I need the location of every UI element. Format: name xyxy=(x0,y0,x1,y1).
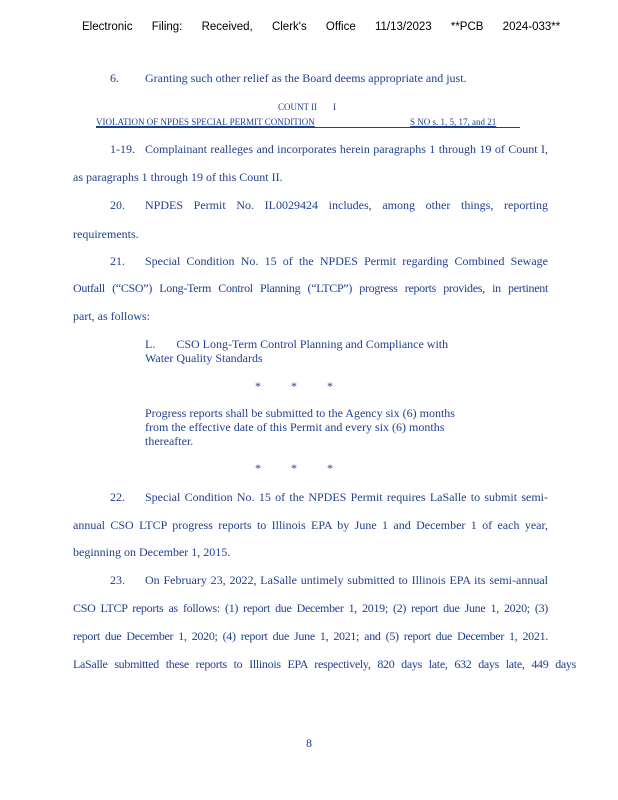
paragraph-20-line: requirements. xyxy=(73,227,139,241)
paragraph-1-19-line: Complainant realleges and incorporates herein paragraphs 1 through 19 of Count I, xyxy=(145,142,548,156)
ellipsis-asterisk: * xyxy=(291,461,297,475)
paragraph-23-line: On February 23, 2022, LaSalle untimely submitted to Illinois EPA its semi-annual xyxy=(145,573,548,587)
stamp-word: Received, xyxy=(201,21,253,33)
stamp-word: 2024-033** xyxy=(502,21,561,33)
count-subtitle-underline xyxy=(96,127,520,128)
paragraph-20-number: 20. xyxy=(110,198,125,212)
page-number: 8 xyxy=(306,736,312,750)
paragraph-21-line: Special Condition No. 15 of the NPDES Permit regarding Combined Sewage xyxy=(145,254,548,268)
paragraph-22-line: beginning on December 1, 2015. xyxy=(73,545,231,559)
paragraph-6-number: 6. xyxy=(110,71,119,85)
paragraph-23-number: 23. xyxy=(110,573,125,587)
stamp-word: Office xyxy=(325,21,356,33)
block-quote-text: from the effective date of this Permit and every six (6) months xyxy=(145,420,445,434)
paragraph-1-19-line: as paragraphs 1 through 19 of this Count II. xyxy=(73,170,283,184)
stamp-word: Clerk's xyxy=(271,21,307,33)
block-quote-heading: Water Quality Standards xyxy=(145,351,263,365)
paragraph-1-19-number: 1-19. xyxy=(110,142,135,156)
paragraph-23-line: CSO LTCP reports as follows: (1) report due December 1, 2019; (2) report due June 1, 2020; (3) xyxy=(73,601,548,615)
block-quote-text: Progress reports shall be submitted to the Agency six (6) months xyxy=(145,406,455,420)
paragraph-6-text: Granting such other relief as the Board deems appropriate and just. xyxy=(145,71,467,85)
ellipsis-asterisk: * xyxy=(255,461,261,475)
block-quote-text: thereafter. xyxy=(145,434,194,448)
stamp-word: Electronic xyxy=(82,21,133,33)
paragraph-23-line: LaSalle submitted these reports to Illinois EPA respectively, 820 days late, 632 days late, 449 days xyxy=(73,657,576,671)
paragraph-20-line: NPDES Permit No. IL0029424 includes, among other things, reporting xyxy=(145,198,548,212)
stamp-word: 11/13/2023 xyxy=(374,21,432,33)
paragraph-21-line: Outfall (“CSO”) Long-Term Control Planning (“LTCP”) progress reports provides, in pertinent xyxy=(73,281,548,295)
filing-stamp xyxy=(82,21,574,33)
count-subtitle-conditions: S NO s. 1, 5, 17, and 21 xyxy=(410,117,497,127)
ellipsis-asterisk: * xyxy=(255,379,261,393)
paragraph-23-line: report due December 1, 2020; (4) report due June 1, 2021; and (5) report due December 1, 2021. xyxy=(73,629,548,643)
paragraph-21-line: part, as follows: xyxy=(73,309,150,323)
count-subtitle: VIOLATION OF NPDES SPECIAL PERMIT CONDITION xyxy=(96,117,315,127)
ellipsis-asterisk: * xyxy=(291,379,297,393)
stamp-word: **PCB xyxy=(450,21,484,33)
paragraph-22-line: Special Condition No. 15 of the NPDES Permit requires LaSalle to submit semi- xyxy=(145,490,548,504)
count-title: COUNT II xyxy=(278,102,318,112)
paragraph-22-number: 22. xyxy=(110,490,125,504)
stamp-word: Filing: xyxy=(151,21,183,33)
block-quote-heading: L. CSO Long-Term Control Planning and Compliance with xyxy=(145,337,449,351)
paragraph-22-line: annual CSO LTCP progress reports to Illinois EPA by June 1 and December 1 of each year, xyxy=(73,518,548,532)
ellipsis-asterisk: * xyxy=(327,379,333,393)
ellipsis-asterisk: * xyxy=(327,461,333,475)
count-title-marker: I xyxy=(333,102,336,112)
paragraph-21-number: 21. xyxy=(110,254,125,268)
